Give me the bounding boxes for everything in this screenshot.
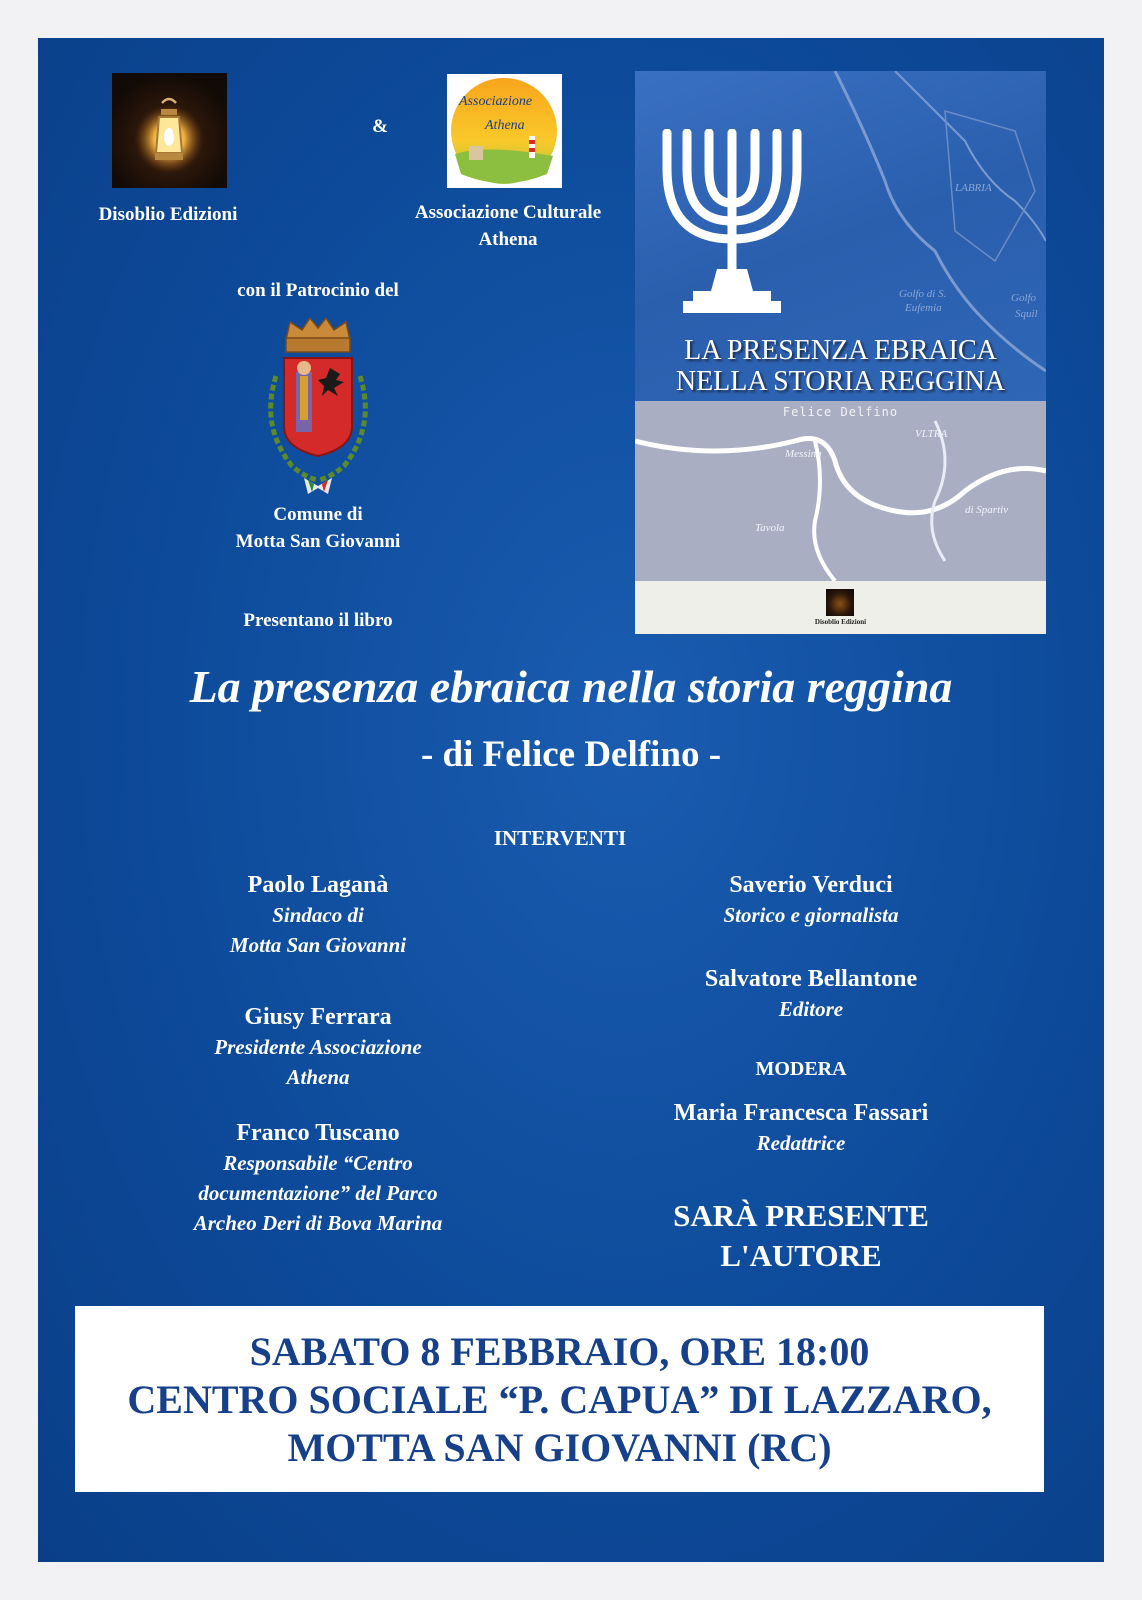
speaker-role: Editore — [778, 997, 844, 1021]
map-label-eufemia: Eufemia — [905, 302, 942, 314]
speaker-name: Paolo Laganà — [247, 872, 389, 898]
speaker-paolo-lagana — [138, 870, 498, 960]
speaker-role: Responsabile “Centro — [223, 1151, 413, 1175]
author-present — [618, 1196, 984, 1276]
event-location: MOTTA SAN GIOVANNI (RC) — [287, 1425, 832, 1470]
book-cover-title-line1: LA PRESENZA EBRAICA — [684, 335, 997, 366]
moderator-role: Redattrice — [756, 1131, 846, 1155]
map-strait-icon — [635, 401, 1046, 581]
speaker-franco-tuscano — [118, 1118, 518, 1238]
speaker-role: Motta San Giovanni — [229, 933, 407, 957]
book-cover-title-line2: NELLA STORIA REGGINA — [675, 366, 1006, 397]
book-cover-author: Felice Delfino — [782, 405, 899, 419]
coat-of-arms-icon — [256, 316, 380, 502]
book-publisher: Disoblio Edizioni — [814, 618, 867, 626]
athena-logo — [447, 74, 562, 188]
modera-label: MODERA — [755, 1058, 847, 1080]
event-venue: CENTRO SOCIALE “P. CAPUA” DI LAZZARO, — [127, 1377, 992, 1422]
ampersand: & — [372, 116, 388, 137]
author-present-line1: SARÀ PRESENTE — [673, 1198, 929, 1233]
speaker-name: Salvatore Bellantone — [704, 966, 918, 992]
moderator — [608, 1098, 994, 1158]
comune-line1: Comune di — [273, 504, 363, 525]
map-label-labria: LABRIA — [955, 182, 992, 194]
menorah-icon — [657, 129, 807, 319]
speaker-role: Sindaco di — [272, 903, 364, 927]
speaker-name: Giusy Ferrara — [244, 1004, 392, 1030]
athena-logo-text-2: Athena — [485, 118, 525, 133]
speaker-role: documentazione” del Parco — [198, 1181, 438, 1205]
coat-of-arms — [256, 316, 380, 502]
comune-line2: Motta San Giovanni — [235, 531, 401, 552]
publisher-disoblio: Disoblio Edizioni — [98, 204, 238, 225]
map-label-golfo-eufemia: Golfo di S. — [899, 288, 947, 300]
speaker-name: Franco Tuscano — [236, 1120, 400, 1146]
speaker-role: Presidente Associazione — [214, 1035, 422, 1059]
book-cover-map-bottom — [635, 401, 1046, 581]
poster — [38, 38, 1104, 1562]
publisher-athena-line1: Associazione Culturale — [414, 202, 602, 223]
book-cover — [635, 71, 1046, 634]
map-label-squil: Squil — [1015, 308, 1038, 320]
athena-logo-text-1: Associazione — [459, 94, 533, 109]
publisher-athena-line2: Athena — [478, 229, 538, 250]
book-publisher-logo — [826, 589, 854, 616]
author-present-line2: L'AUTORE — [720, 1238, 882, 1273]
disoblio-logo — [112, 73, 227, 188]
main-title: La presenza ebraica nella storia reggina — [189, 661, 953, 712]
lantern-icon — [112, 73, 227, 188]
main-subtitle: - di Felice Delfino - — [420, 734, 722, 775]
speaker-name: Saverio Verduci — [729, 872, 893, 898]
patronage-label: con il Patrocinio del — [237, 280, 399, 301]
map-label-tavola: Tavola — [755, 522, 785, 534]
map-label-vltra: VLTRA — [915, 428, 948, 440]
presentano-label: Presentano il libro — [243, 610, 393, 631]
speaker-saverio-verduci — [628, 870, 994, 930]
speaker-salvatore-bellantone — [628, 964, 994, 1024]
event-details-box — [75, 1306, 1044, 1492]
map-label-messina: Messina — [785, 448, 822, 460]
event-date-time: SABATO 8 FEBBRAIO, ORE 18:00 — [249, 1329, 870, 1374]
moderator-name: Maria Francesca Fassari — [673, 1100, 929, 1126]
book-cover-title — [635, 335, 1046, 397]
speaker-role: Archeo Deri di Bova Marina — [193, 1211, 443, 1235]
map-label-golfo: Golfo — [1011, 292, 1037, 304]
speaker-role: Athena — [286, 1065, 350, 1089]
interventi-label: INTERVENTI — [493, 826, 627, 850]
speaker-giusy-ferrara — [138, 1002, 498, 1092]
speaker-role: Storico e giornalista — [723, 903, 899, 927]
map-label-spartiv: di Spartiv — [965, 504, 1009, 516]
